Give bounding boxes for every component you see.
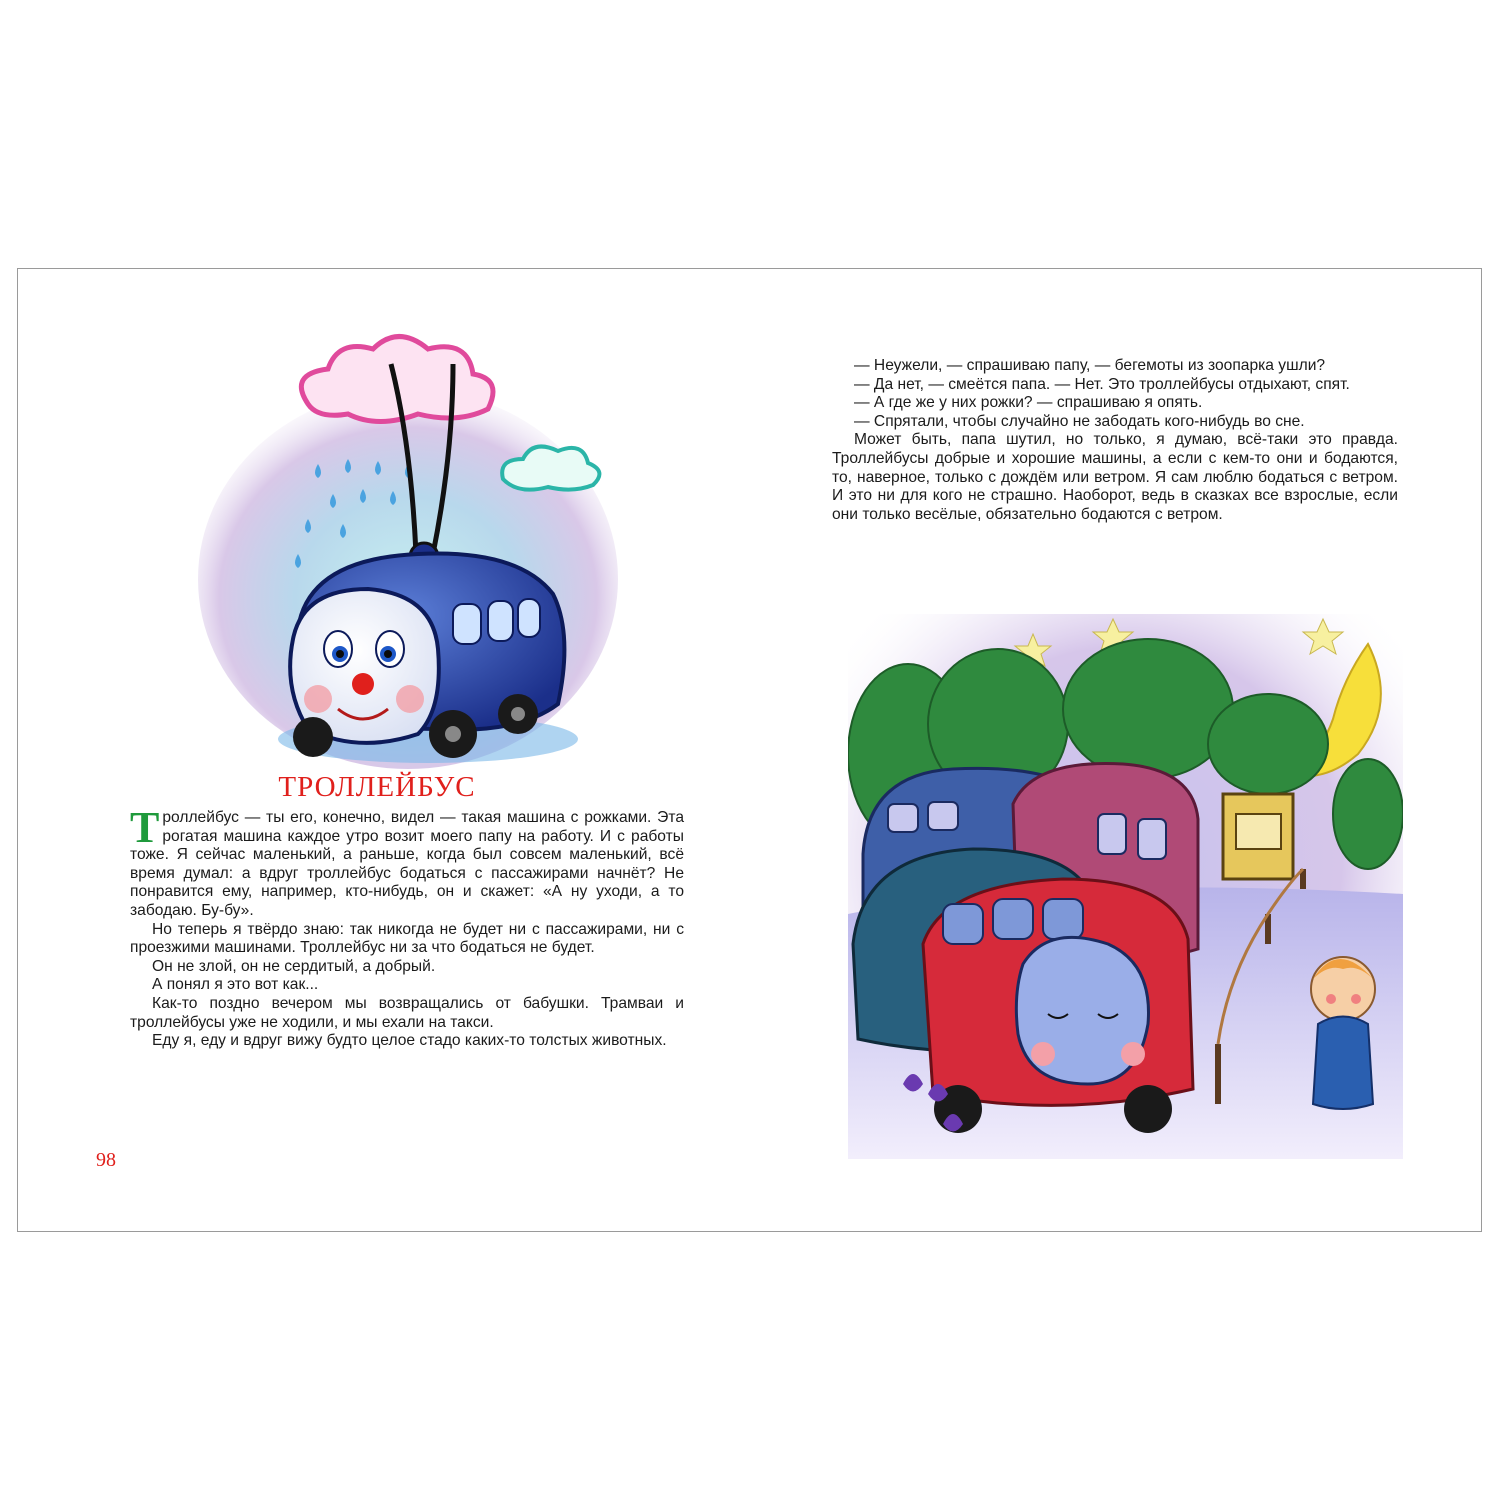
pink-cloud-shape	[301, 337, 493, 422]
paragraph: Как-то поздно вечером мы возвращались от бабушки. Трамваи и троллейбусы уже не ходили, и мы ехали на такси.	[130, 994, 684, 1031]
page-number: 98	[96, 1149, 116, 1171]
paragraph: — Неужели, — спрашиваю папу, — бегемоты из зоопарка ушли?	[854, 357, 1326, 374]
paragraph: Но теперь я твёрдо знаю: так никогда не будет ни с пассажирами, ни с проезжими машинами. Троллейбус ни за что бодаться не будет.	[130, 920, 684, 957]
book-spread	[17, 268, 1482, 1232]
paragraph: Троллейбус — ты его, конечно, видел — такая машина с рожками. Эта рогатая машина каждое утро возит моего папу на работу. И с работы тоже. Я сейчас маленький, а раньше, когда был совсем маленький, всё время думал: а вдруг троллейбус бодаться с пассажирами начнёт? Не понравится ему, например, кто-нибудь, он и скажет: «А ну уходи, а то забодаю. Бу-бу».	[130, 803, 684, 919]
paragraph: — А где же у них рожки? — спрашиваю я опять.	[854, 394, 1203, 412]
drop-cap: Т	[130, 803, 160, 852]
story-title: ТРОЛЛЕЙБУС	[278, 771, 476, 803]
night-trolleybus-depot-illustration	[848, 614, 1403, 1159]
paragraph: Он не злой, он не сердитый, а добрый.	[152, 957, 436, 975]
child-figure	[1311, 957, 1375, 1109]
left-page-text	[130, 803, 684, 1051]
right-page-text	[832, 357, 1398, 524]
paragraph: Еду я, еду и вдруг вижу будто целое стадо каких-то толстых животных.	[152, 1032, 667, 1050]
paragraph: — Спрятали, чтобы случайно не забодать кого-нибудь во сне.	[854, 412, 1305, 430]
left-page	[18, 269, 750, 1231]
right-page	[750, 269, 1482, 1231]
paragraph: А понял я это вот как...	[152, 976, 319, 994]
trolleybus-illustration	[198, 329, 618, 769]
paragraph: — Да нет, — смеётся папа. — Нет. Это троллейбусы отдыхают, спят.	[854, 375, 1350, 393]
paragraph: Может быть, папа шутил, но только, я думаю, всё-таки это правда. Троллейбусы добрые и хорошие машины, а если с кем-то они и бодаются, то, наверное, только с дождём или ветром. Я сам люблю бодаться с ветром. И это ни для кого не страшно. Наоборот, ведь в сказках все взрослые, если они только весёлые, обязательно бодаются с ветром.	[832, 431, 1398, 523]
